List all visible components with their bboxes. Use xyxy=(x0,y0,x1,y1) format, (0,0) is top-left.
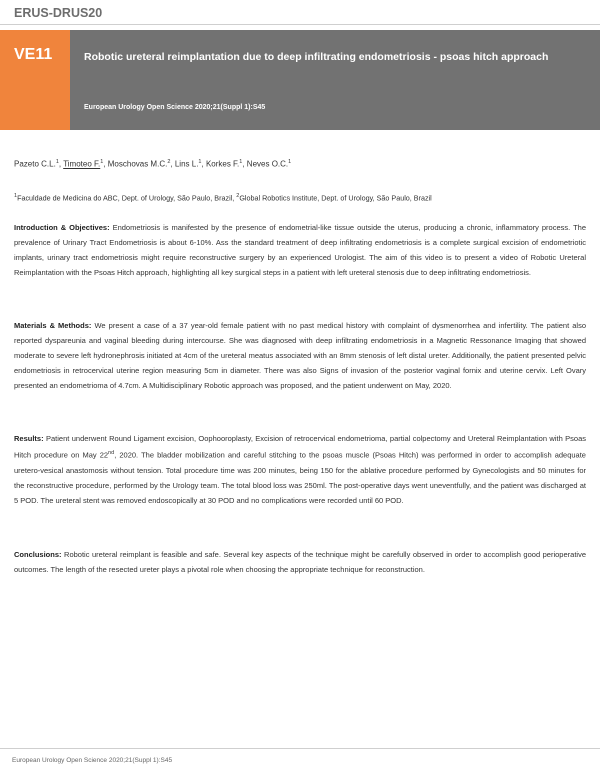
section-body: Patient underwent Round Ligament excision, Oophooroplasty, Excision of retrocervical endometrioma, partial colpectomy and Ureteral Reimplantation with Psoas Hitch procedure on May 22 xyxy=(14,434,586,460)
session-code: ERUS-DRUS20 xyxy=(14,6,103,20)
author-sep: , xyxy=(170,159,175,169)
affiliation-text: Faculdade de Medicina do ABC, Dept. of Urology, São Paulo, Brazil, xyxy=(17,193,237,203)
affiliations xyxy=(14,193,586,202)
author-aff: 1 xyxy=(100,159,104,165)
author-sep: , xyxy=(201,159,206,169)
section-heading: Materials & Methods: xyxy=(14,321,92,330)
section-body: Robotic ureteral reimplant is feasible and safe. Several key aspects of the technique might be carefully observed in order to accomplish good perioperative outcomes. The length of the resected ureter plays a pivotal role when choosing the appropriate technique for reconstruction. xyxy=(14,550,586,574)
abstract-id: VE11 xyxy=(14,46,53,63)
section-results xyxy=(14,431,586,508)
author-name: Moschovas M.C. xyxy=(107,159,168,169)
affiliation-num: 2 xyxy=(236,193,240,199)
footer-citation: European Urology Open Science 2020;21(Suppl 1):S45 xyxy=(12,757,173,764)
author-sep: , xyxy=(242,159,247,169)
author-sep: , xyxy=(103,159,108,169)
author-list xyxy=(14,159,586,169)
section-heading: Conclusions: xyxy=(14,550,62,559)
author-aff: 1 xyxy=(198,159,202,165)
section-body: Endometriosis is manifested by the presence of endometrial-like tissue outside the uterus, producing a chronic, inflammatory process. The prevalence of Urinary Tract Endometriosis is about 6-10%. Ass the standard treatment of deep infiltrating endometriosis is a complete surgical excision of endometriotic implants, urinary tract endometriosis might require reconstructive surgery by an experienced Urologist. The aim of this video is to present a video of Robotic Ureteral Reimplantation with the Psoas Hitch approach, highlighting all key surgical steps in a patient with left ureteral stenosis due to deep infiltrating endometriosis. xyxy=(14,223,586,277)
author-aff: 1 xyxy=(55,159,59,165)
section-heading: Introduction & Objectives: xyxy=(14,223,110,232)
section-conclusions xyxy=(14,547,586,577)
author-aff: 1 xyxy=(288,159,292,165)
author-name: Lins L. xyxy=(174,159,199,169)
footer-divider xyxy=(0,748,600,749)
section-heading: Results: xyxy=(14,434,44,443)
section-body-cont: , 2020. The bladder mobilization and careful stitching to the psoas muscle (Psoas Hitch) was performed in order to accomplish adequate uretero-vesical anastomosis without tension. Total procedure time was 200 minutes, being 150 for the ablative procedure performed by Gynecologists and 50 minutes for the reconstructive procedure, performed by the Urology team. The total blood loss was 250ml. The post-operative days went uneventfully, and the patient was discharged at 5 POD. The ureteral stent was removed endoscopically at 30 POD and no complications were recorded until 60 POD. xyxy=(14,450,586,505)
affiliation-text: Global Robotics Institute, Dept. of Urology, São Paulo, Brazil xyxy=(239,193,432,203)
section-body: We present a case of a 37 year-old female patient with no past medical history with complaint of dysmenorrhea and infertility. The patient also reported dyspareunia and vaginal bleeding during intercourse. She was diagnosed with deep infiltrating endometriosis in a Magnetic Ressonance Imaging that showed moderate to severe left hydronephrosis initiated at 4cm of the ureteral meatus associated with an 8mm stenosis of left distal ureter. Additionally, the patient presented pelvic endometriosis in retrocervical uterine region measuring 5cm in diameter. There was also Signs of invasion of the posterior vaginal fornix and uterine cervix. Left Ovary presented an endometrioma of 4.7cm. A Multidisciplinary Robotic approach was proposed, and the patient underwent on May, 2020. xyxy=(14,321,586,390)
affiliation-num: 1 xyxy=(14,193,18,199)
author-name: Korkes F. xyxy=(205,159,240,169)
author-name-presenting: Timoteo F. xyxy=(63,159,101,169)
author-aff: 2 xyxy=(167,159,171,165)
abstract-title: Robotic ureteral reimplantation due to deep infiltrating endometriosis - psoas hitch approach xyxy=(84,51,549,63)
author-sep: , xyxy=(58,159,64,169)
abstract-id-box xyxy=(0,30,70,130)
section-introduction xyxy=(14,220,586,280)
ordinal-suffix: nd xyxy=(108,450,115,456)
top-divider xyxy=(0,24,600,25)
author-aff: 1 xyxy=(239,159,243,165)
author-name: Neves O.C. xyxy=(246,159,289,169)
section-methods xyxy=(14,318,586,393)
journal-citation: European Urology Open Science 2020;21(Suppl 1):S45 xyxy=(84,104,266,111)
title-box xyxy=(70,30,600,130)
header-band xyxy=(0,30,600,130)
author-name: Pazeto C.L. xyxy=(14,159,56,169)
